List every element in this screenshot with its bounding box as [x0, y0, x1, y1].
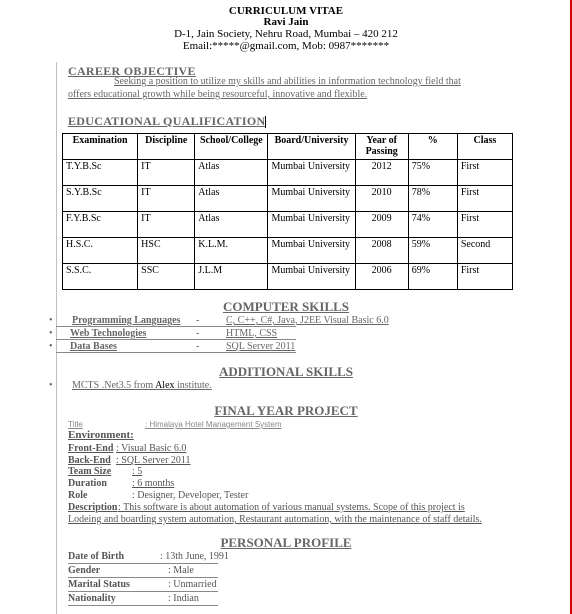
skill-sep-databases: -: [196, 341, 200, 352]
description-label: Description: [68, 502, 118, 513]
skill-sep-programming: -: [196, 315, 200, 326]
col-school: School/College: [195, 134, 268, 160]
career-objective-line-1: Seeking a position to utilize my skills and abilities in information technology field that: [114, 76, 461, 87]
team-size-label: Team Size: [68, 466, 112, 477]
skill-underline-3: [56, 352, 296, 353]
cell-board: Mumbai University: [268, 186, 355, 212]
nationality-value: : Indian: [168, 593, 199, 604]
duration-label: Duration: [68, 478, 107, 489]
education-table: [62, 133, 513, 290]
environment-label: Environment:: [68, 429, 134, 441]
cell-year: 2012: [355, 160, 408, 186]
cv-title: CURRICULUM VITAE: [228, 5, 344, 17]
personal-profile-heading: PERSONAL PROFILE: [220, 535, 352, 550]
additional-skills-heading: ADDITIONAL SKILLS: [218, 364, 354, 379]
front-end-label: Front-End: [68, 443, 114, 454]
table-row: [63, 264, 513, 290]
cell-percent: 59%: [408, 238, 457, 264]
cell-percent: 75%: [408, 160, 457, 186]
col-class: Class: [457, 134, 512, 160]
dob-value: : 13th June, 1991: [160, 551, 229, 562]
cell-school: Atlas: [195, 212, 268, 238]
cell-board: Mumbai University: [268, 238, 355, 264]
cell-exam: T.Y.B.Sc: [63, 160, 138, 186]
team-size-value: : 5: [132, 466, 143, 477]
col-examination: Examination: [63, 134, 138, 160]
project-title-value: : Himalaya Hotel Management System: [145, 420, 282, 429]
cell-school: Atlas: [195, 186, 268, 212]
career-objective-line-2: offers educational growth while being resourceful, innovative and flexible.: [68, 89, 368, 100]
skill-value-programming: C, C++, C#, Java, J2EE Visual Basic 6.0: [226, 315, 389, 326]
gender-value: : Male: [168, 565, 194, 576]
contact-info: Email:*****@gmail.com, Mob: 0987*******: [182, 40, 390, 52]
cell-year: 2010: [355, 186, 408, 212]
text-cursor: [265, 116, 266, 128]
cell-board: Mumbai University: [268, 212, 355, 238]
duration-value: : 6 months: [132, 478, 175, 489]
cell-board: Mumbai University: [268, 264, 355, 290]
col-year: Year of Passing: [355, 134, 408, 160]
cell-class: First: [457, 212, 512, 238]
address: D-1, Jain Society, Nehru Road, Mumbai – 420 212: [174, 28, 398, 40]
cell-year: 2006: [355, 264, 408, 290]
candidate-name: Ravi Jain: [263, 16, 309, 28]
cell-class: First: [457, 264, 512, 290]
front-end-value: : Visual Basic 6.0: [116, 443, 187, 454]
page-margin-line: [56, 62, 57, 614]
cell-class: First: [457, 186, 512, 212]
skill-sep-web: -: [196, 328, 200, 339]
table-row: [63, 238, 513, 264]
bullet-icon: •: [49, 328, 53, 339]
cell-percent: 78%: [408, 186, 457, 212]
skill-label-web: Web Technologies: [70, 328, 147, 339]
nationality-label: Nationality: [68, 593, 116, 604]
cell-exam: F.Y.B.Sc: [63, 212, 138, 238]
marital-status-label: Marital Status: [68, 579, 130, 590]
nationality-underline: [68, 605, 218, 606]
role-label: Role: [68, 490, 88, 501]
cell-discipline: SSC: [138, 264, 195, 290]
col-percent: %: [408, 134, 457, 160]
cell-percent: 69%: [408, 264, 457, 290]
back-end-value: : SQL Server 2011: [116, 455, 191, 466]
col-discipline: Discipline: [138, 134, 195, 160]
table-row: [63, 160, 513, 186]
project-heading: FINAL YEAR PROJECT: [214, 403, 358, 418]
skill-label-databases: Data Bases: [70, 341, 117, 352]
project-title-label: Title: [68, 420, 83, 429]
computer-skills-heading: COMPUTER SKILLS: [222, 299, 350, 314]
cell-exam: S.Y.B.Sc: [63, 186, 138, 212]
gender-label: Gender: [68, 565, 101, 576]
institute-name: Alex: [155, 380, 175, 391]
gender-underline: [68, 577, 218, 578]
table-row: [63, 186, 513, 212]
table-row: [63, 212, 513, 238]
bullet-icon: •: [49, 315, 53, 326]
additional-skill-text: MCTS .Net3.5 from: [72, 380, 156, 391]
cell-discipline: IT: [138, 160, 195, 186]
dob-underline: [68, 563, 218, 564]
cell-year: 2008: [355, 238, 408, 264]
bullet-icon: •: [49, 341, 53, 352]
skill-label-programming: Programming Languages: [72, 315, 181, 326]
dob-label: Date of Birth: [68, 551, 125, 562]
skill-value-web: HTML, CSS: [226, 328, 278, 339]
cell-class: First: [457, 160, 512, 186]
cell-discipline: IT: [138, 212, 195, 238]
cell-board: Mumbai University: [268, 160, 355, 186]
cell-discipline: HSC: [138, 238, 195, 264]
education-table-header: [63, 134, 513, 160]
additional-skill-item: [72, 380, 212, 391]
description-line-1: : This software is about automation of various manual systems. Scope of this project is: [118, 502, 465, 513]
back-end-label: Back-End: [68, 455, 111, 466]
cell-exam: H.S.C.: [63, 238, 138, 264]
cell-discipline: IT: [138, 186, 195, 212]
additional-skill-suffix: institute.: [174, 380, 212, 391]
marital-underline: [68, 591, 218, 592]
col-board: Board/University: [268, 134, 355, 160]
cell-class: Second: [457, 238, 512, 264]
skill-value-databases: SQL Server 2011: [226, 341, 296, 352]
marital-status-value: : Unmarried: [168, 579, 217, 590]
cell-exam: S.S.C.: [63, 264, 138, 290]
cell-school: Atlas: [195, 160, 268, 186]
cell-school: K.L.M.: [195, 238, 268, 264]
skill-underline-1: [56, 326, 296, 327]
bullet-icon: •: [49, 380, 53, 391]
cell-school: J.L.M: [195, 264, 268, 290]
education-heading: EDUCATIONAL QUALIFICATION: [68, 114, 266, 128]
role-value: : Designer, Developer, Tester: [132, 490, 249, 501]
cell-percent: 74%: [408, 212, 457, 238]
cell-year: 2009: [355, 212, 408, 238]
career-objective-heading: CAREER OBJECTIVE: [68, 64, 196, 78]
description-line-2: Lodeing and boarding system automation, Restaurant automation, with the maintenance of staff details.: [68, 514, 482, 525]
skill-underline-2: [56, 339, 296, 340]
